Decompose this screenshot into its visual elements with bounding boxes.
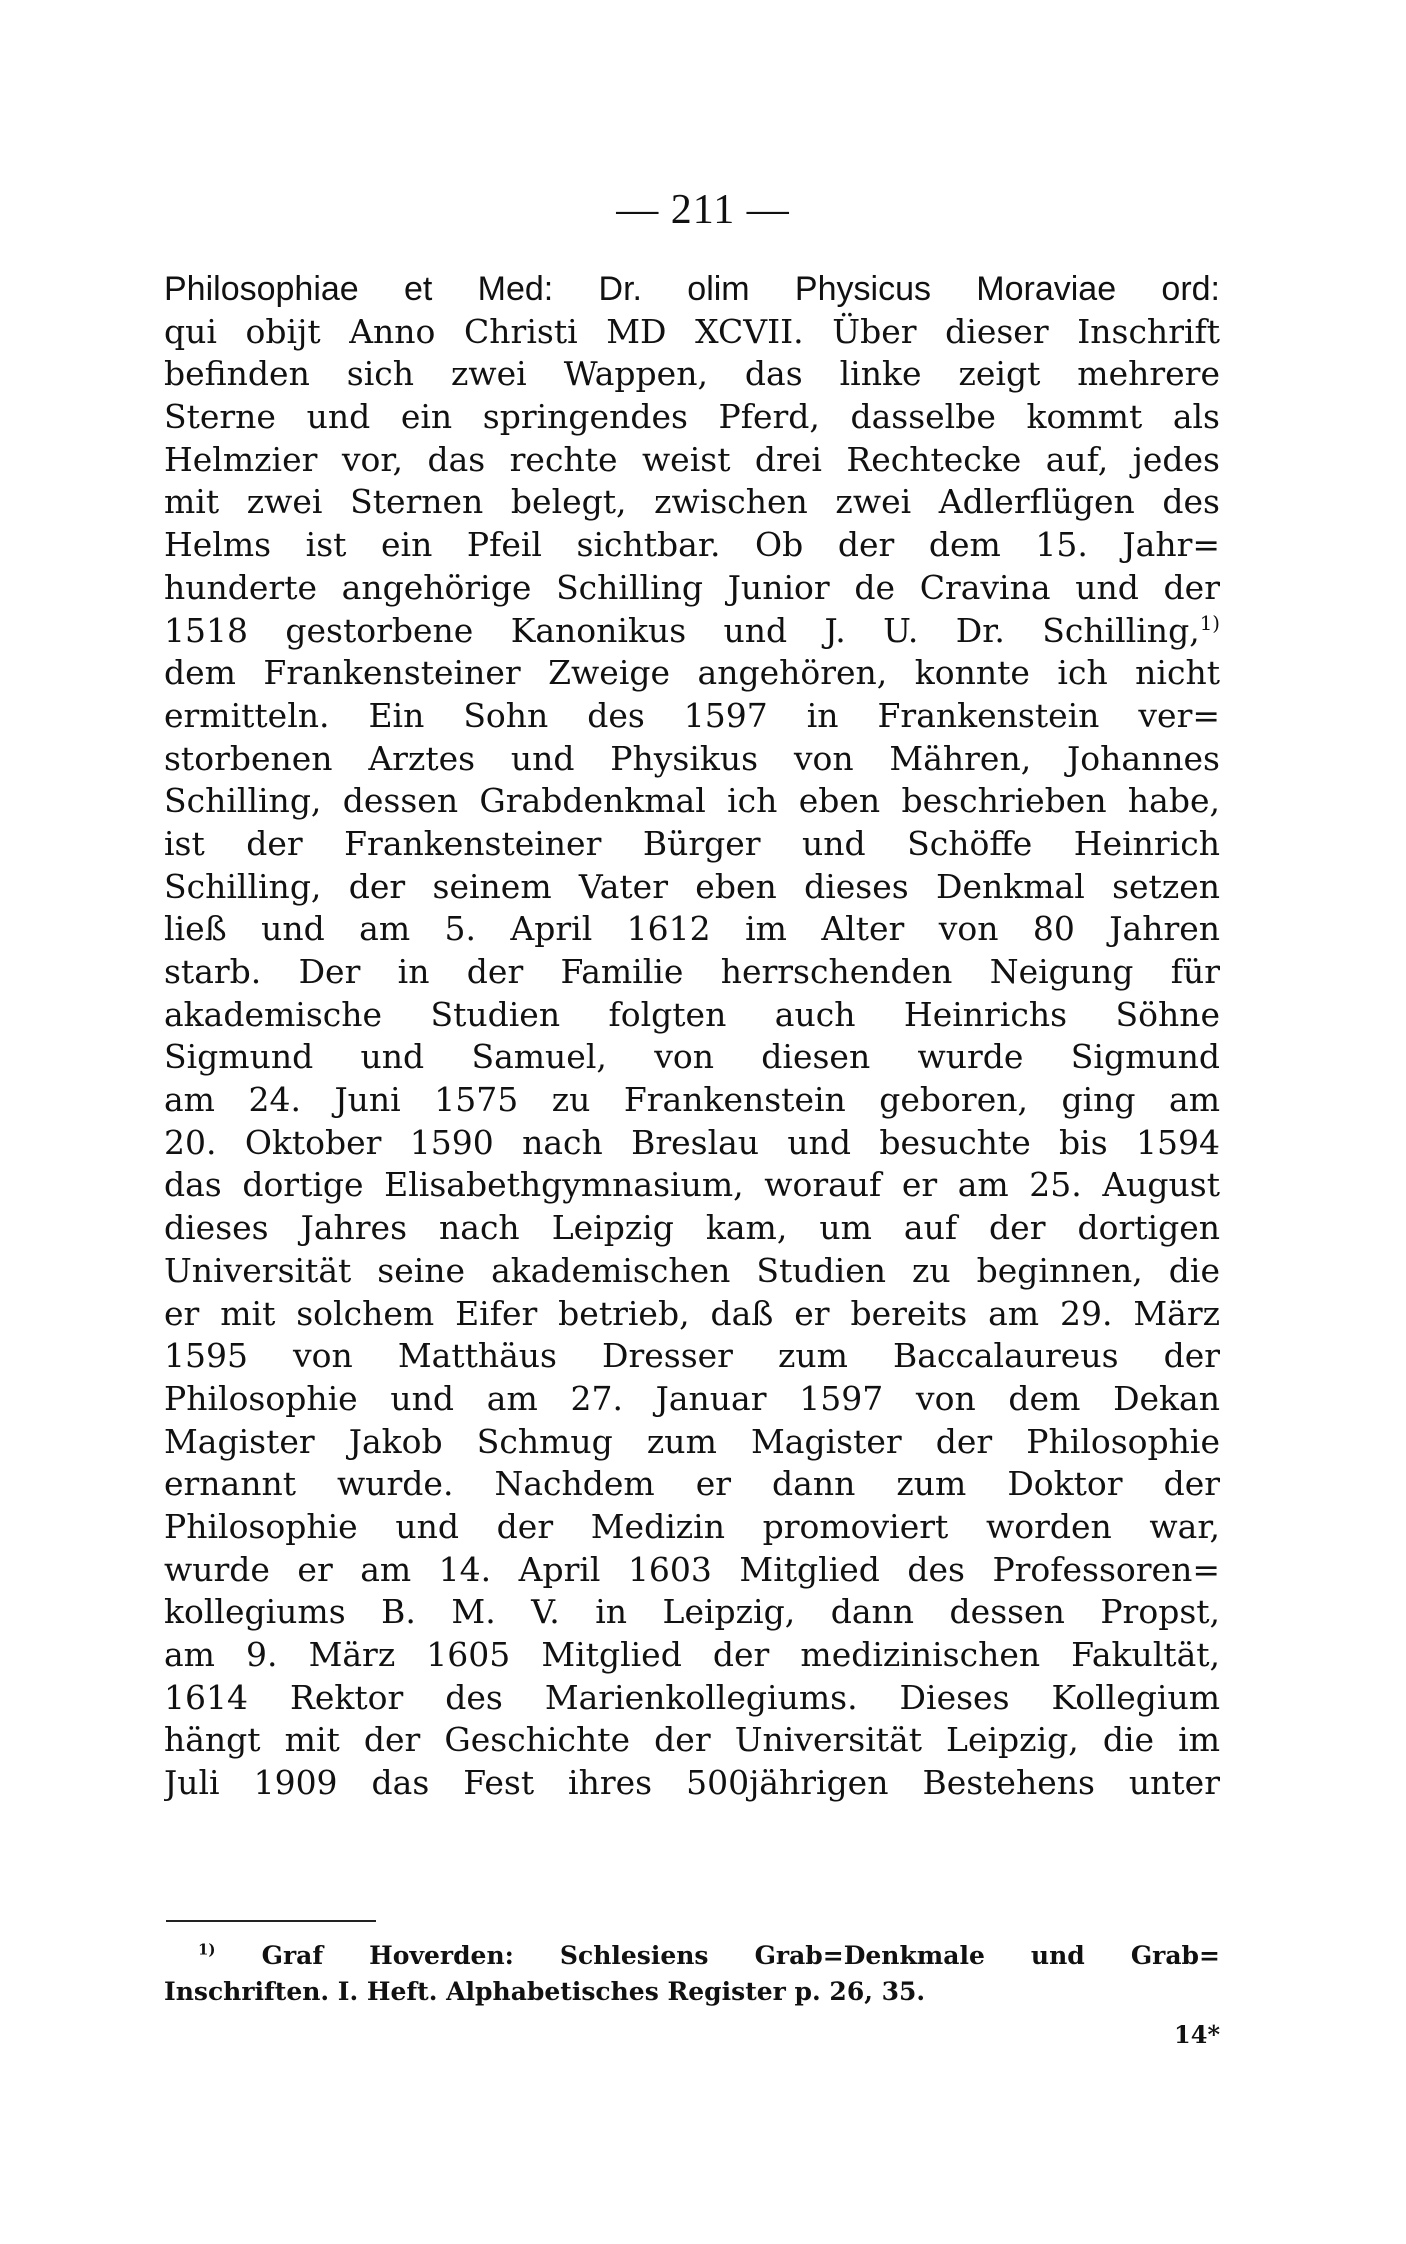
text-line: wurde er am 14. April 1603 Mitglied des Professoren=	[164, 1549, 1220, 1589]
text-line: dem Frankensteiner Zweige angehören, konnte ich nicht	[164, 653, 1220, 693]
text-line: 20. Oktober 1590 nach Breslau und besuchte bis 1594	[164, 1122, 1220, 1162]
footnote-divider	[166, 1920, 376, 1922]
text-line: er mit solchem Eifer betrieb, daß er bereits am 29. März	[164, 1293, 1220, 1333]
text-line: das dortige Elisabethgymnasium, worauf er am 25. August	[164, 1165, 1220, 1205]
body-text	[164, 268, 1220, 1805]
text-line: befinden sich zwei Wappen, das linke zeigt mehrere	[164, 354, 1220, 394]
text-line: Helms ist ein Pfeil sichtbar. Ob der dem 15. Jahr=	[164, 525, 1220, 565]
signature-mark: 14*	[1174, 2020, 1220, 2049]
text-line: am 9. März 1605 Mitglied der medizinischen Fakultät,	[164, 1635, 1220, 1674]
text-line-content: 1518 gestorbene Kanonikus und J. U. Dr. Schilling,	[164, 610, 1200, 650]
text-line: Philosophiae et Med: Dr. olim Physicus Moraviae ord:	[164, 270, 1220, 308]
text-line: Universität seine akademischen Studien zu beginnen, die	[164, 1250, 1220, 1290]
text-line-with-footnote-ref	[164, 610, 1220, 653]
text-line: Schilling, dessen Grabdenkmal ich eben beschrieben habe,	[164, 781, 1220, 821]
text-line: am 24. Juni 1575 zu Frankenstein geboren, ging am	[164, 1080, 1220, 1120]
text-line: akademische Studien folgten auch Heinrichs Söhne	[164, 994, 1220, 1034]
footnote-text: Graf Hoverden: Schlesiens Grab=Denkmale und Grab=	[261, 1941, 1220, 1970]
text-line: starb. Der in der Familie herrschenden Neigung für	[164, 952, 1220, 991]
text-line: mit zwei Sternen belegt, zwischen zwei Adlerflügen des	[164, 482, 1220, 522]
text-line: Magister Jakob Schmug zum Magister der Philosophie	[164, 1421, 1220, 1461]
text-line: Sigmund und Samuel, von diesen wurde Sigmund	[164, 1037, 1220, 1077]
footnotes	[164, 1938, 1220, 2010]
footnote-marker: 1)	[198, 1940, 216, 1959]
text-line: kollegiums B. M. V. in Leipzig, dann dessen Propst,	[164, 1592, 1220, 1632]
text-line: ermitteln. Ein Sohn des 1597 in Frankenstein ver=	[164, 695, 1220, 735]
text-line: ernannt wurde. Nachdem er dann zum Doktor der	[164, 1464, 1220, 1504]
text-line: Schilling, der seinem Vater eben dieses Denkmal setzen	[164, 866, 1220, 906]
footnote-line: Inschriften. I. Heft. Alphabetisches Register p. 26, 35.	[164, 1977, 926, 2006]
text-line: Juli 1909 das Fest ihres 500jährigen Bestehens unter	[164, 1763, 1220, 1803]
text-line: 1595 von Matthäus Dresser zum Baccalaureus der	[164, 1336, 1220, 1376]
text-line: ließ und am 5. April 1612 im Alter von 80 Jahren	[164, 909, 1220, 949]
text-line: Philosophie und der Medizin promoviert worden war,	[164, 1506, 1220, 1546]
text-line: Helmzier vor, das rechte weist drei Rechtecke auf, jedes	[164, 439, 1220, 479]
text-line: qui obijt Anno Christi MD XCVII. Über dieser Inschrift	[164, 311, 1220, 351]
text-line: 1614 Rektor des Marienkollegiums. Dieses Kollegium	[164, 1677, 1220, 1717]
text-line: Philosophie und am 27. Januar 1597 von dem Dekan	[164, 1378, 1220, 1418]
text-line: hunderte angehörige Schilling Junior de Cravina und der	[164, 567, 1220, 607]
footnote-reference: 1)	[1199, 611, 1220, 635]
text-line: dieses Jahres nach Leipzig kam, um auf der dortigen	[164, 1208, 1220, 1248]
text-line: ist der Frankensteiner Bürger und Schöffe Heinrich	[164, 823, 1220, 863]
footnote-line	[164, 1938, 1220, 1974]
text-line: storbenen Arztes und Physikus von Mähren, Johannes	[164, 738, 1220, 778]
text-line: hängt mit der Geschichte der Universität Leipzig, die im	[164, 1720, 1220, 1760]
text-line: Sterne und ein springendes Pferd, dasselbe kommt als	[164, 397, 1220, 437]
page-number: — 211 —	[616, 187, 790, 233]
